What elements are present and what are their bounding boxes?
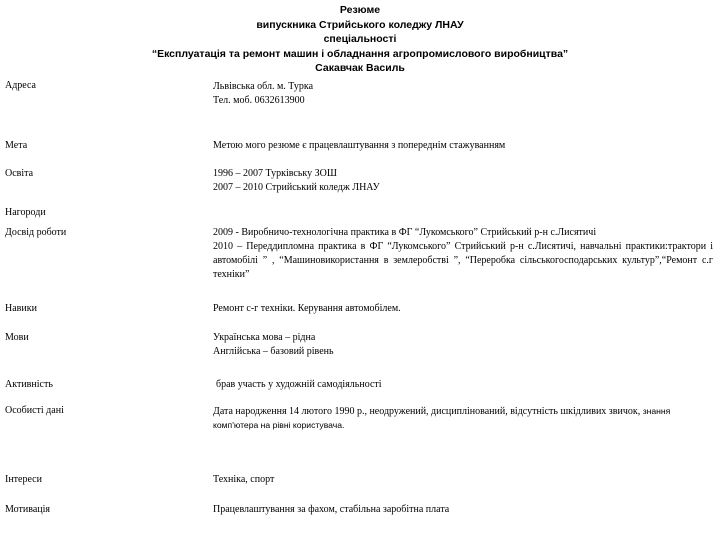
resume-header	[0, 3, 720, 76]
languages-value	[213, 331, 713, 359]
activity-value	[216, 378, 716, 392]
skills-text: Ремонт с-г техніки. Керування автомобілем.	[213, 303, 401, 314]
experience-line-text: 2010 – Переддипломна практика в ФГ “Лукомського” Стрийський р-н с.Лисятичі, навчальні практики:трактори і автомобілі ” , “Машиновикористання в землеробстві ”, “Переробка сільськогосподарських культур”,“Ремонт с.г техніки”	[213, 241, 713, 280]
personal-text-small: знання	[642, 406, 671, 416]
personal-label: Особисті дані	[5, 405, 64, 416]
activity-label: Активність	[5, 379, 53, 390]
specialty-name: “Експлуатація та ремонт машин і обладнання агропромислового виробництва”	[151, 47, 569, 60]
personal-value	[213, 404, 713, 432]
personal-text: Дата народження 14 лютого 1990 р., неодружений, дисциплінований, відсутність шкідливих звичок,	[213, 406, 641, 417]
education-label: Освіта	[5, 168, 34, 179]
motivation-label: Мотивація	[5, 504, 50, 515]
person-name: Сакавчак Василь	[315, 62, 405, 74]
interests-label: Інтереси	[5, 474, 42, 485]
skills-value	[213, 302, 713, 316]
experience-line: 2009 - Виробничо-технологічна практика в ФГ “Лукомського” Стрийський р-н с.Лисятичі	[213, 227, 597, 238]
personal-line-small: комп'ютера на рівні користувача.	[213, 420, 345, 430]
activity-text: брав участь у художній самодіяльності	[216, 379, 382, 390]
address-line: Львівська обл. м. Турка	[213, 81, 314, 92]
languages-label: Мови	[5, 332, 29, 343]
motivation-value	[213, 503, 713, 517]
goal-label: Мета	[5, 140, 28, 151]
personal-line	[213, 404, 713, 419]
language-line: Українська мова – рідна	[213, 332, 316, 343]
education-line: 2007 – 2010 Стрийський коледж ЛНАУ	[213, 182, 380, 193]
awards-label: Нагороди	[5, 207, 46, 218]
address-label: Адреса	[5, 80, 36, 91]
experience-value	[213, 226, 713, 282]
phone-line: Тел. моб. 0632613900	[213, 95, 305, 106]
graduate-of: випускника Стрийського коледжу ЛНАУ	[256, 18, 464, 31]
specialty-label: спеціальності	[323, 33, 397, 45]
address-value	[213, 80, 713, 108]
resume-title: Резюме	[339, 4, 381, 16]
skills-label: Навики	[5, 303, 37, 314]
motivation-text: Працевлаштування за фахом, стабільна заробітна плата	[213, 504, 450, 515]
education-line: 1996 – 2007 Турківську ЗОШ	[213, 168, 337, 179]
experience-label: Досвід роботи	[5, 227, 67, 238]
interests-text: Техніка, спорт	[213, 474, 275, 485]
education-value	[213, 167, 713, 195]
language-line: Англійська – базовий рівень	[213, 346, 334, 357]
experience-line	[213, 240, 713, 282]
interests-value	[213, 473, 713, 487]
goal-value	[213, 139, 713, 153]
goal-text: Метою мого резюме є працевлаштування з попереднім стажуванням	[213, 140, 506, 151]
